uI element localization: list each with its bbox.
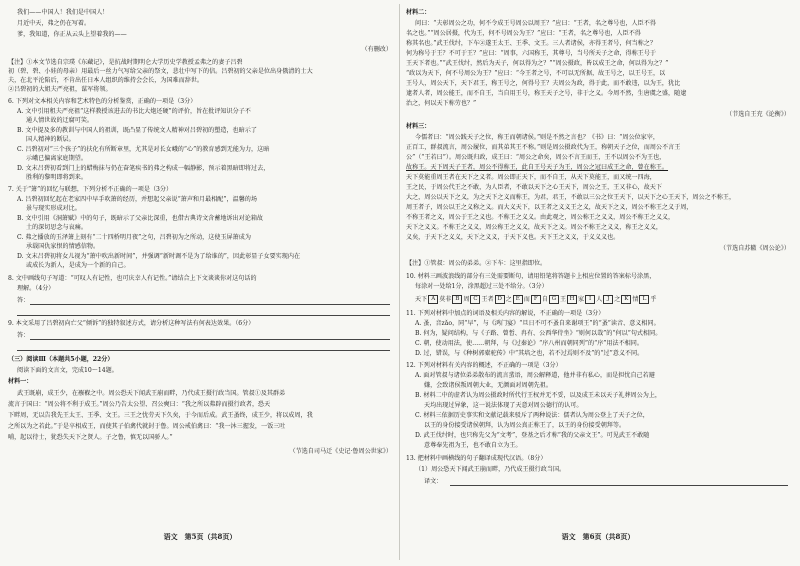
material-3-line: 不称王者之义，周公于王之义也。不称王之义义。由此观之，周公称王之义义，周公不称王之义义， bbox=[406, 214, 675, 221]
q7-option-b-cont: 土的深切思念与哀痛。 bbox=[26, 224, 87, 231]
material-3-line: 今儒者曰：“周公践天子之位，称王而朝诸侯。”则是不然之言也？《书》曰：“周公位家宰， bbox=[415, 134, 659, 141]
q10-stem-cont: 每涂对一处给1分，涂黑超过三处不给分。（3分） bbox=[415, 283, 548, 290]
q7-option-a-cont: 景与现实形成对比。 bbox=[26, 205, 81, 212]
page-6 bbox=[406, 6, 790, 562]
q10-choice-box[interactable]: B bbox=[452, 295, 462, 304]
material-2-line: 问曰：“夫彰周公之功，何不令成王号周公以周王？”应曰：“王者，名之尊号也，人臣不得 bbox=[415, 20, 656, 27]
annotations: 【注】①管叔：周公的弟弟。②下车：这里指即位。 bbox=[406, 260, 547, 267]
q10-choice-box[interactable]: E bbox=[513, 295, 523, 304]
q11-option-c: C. 朝，使动用法，使……朝拜，与《过秦论》“序八州而朝同列”的“序”用法不相同。 bbox=[415, 340, 643, 347]
material-1-line: 流言于国曰：“周公将不利于成王。”周公乃告太公望、召公奭曰：“我之所以弗辟而摄行政者，恐天 bbox=[8, 401, 271, 408]
q10-choice-box[interactable]: C bbox=[470, 295, 480, 304]
q10-text: 人 bbox=[596, 296, 603, 303]
poem-line: 爹，我知道，你正从云头上望着我的—— bbox=[17, 31, 127, 38]
q13-answer-label: 译文： bbox=[424, 478, 443, 485]
q13-item-1: （1）周公恐天下闻武王崩而畔，乃代成王摄行政当国。 bbox=[415, 466, 566, 473]
page-footer: 语文 第5页（共8页） bbox=[163, 532, 237, 541]
q10-stem: 10. 材料三画波浪线的部分有三处需要断句，请用铅笔将答题卡上相应位置的答案标号涂黑， bbox=[406, 273, 656, 280]
q12-option-b-cont: 天均出现过异象，这一说法体现了天意对周公德行的认可。 bbox=[424, 402, 583, 409]
q6-stem: 6. 下列对文本相关内容和艺术特色的分析鉴赏，正确的一项是（3分） bbox=[8, 98, 197, 105]
q8-answer-line[interactable] bbox=[30, 304, 390, 305]
q10-choice-box[interactable]: D bbox=[495, 295, 505, 304]
material-2-title: 材料二： bbox=[406, 9, 431, 16]
material-3-source: （节选自苏辙《周公论》） bbox=[719, 245, 790, 252]
q9-stem: 9. 本文采用了吕碧初向亡父“倾诉”的独特叙述方式，请分析这种写法有何表达效果。（6分） bbox=[8, 320, 255, 327]
q10-choice-box[interactable]: L bbox=[639, 295, 649, 304]
q10-text: 而 bbox=[523, 296, 530, 303]
q10-text: 莫非 bbox=[439, 296, 452, 303]
material-3-line: 义矣，于天下之义义，天下之义义，于天下义也。天下王之义义，于义义义也。 bbox=[406, 234, 620, 241]
q12-option-c: C. 材料三依据历史事实和文献记载来驳斥了两种说法：儒者认为周公登上了天子之位， bbox=[415, 412, 649, 419]
material-2-line: 治之，何以天下称劳也？” bbox=[406, 100, 477, 107]
q7-option-d: D. 文末吕碧初将女儿视为“箫中吹出新时间”，并强调“新时调不是为了给谁的”，因此彰显子女要实现内在 bbox=[17, 253, 301, 260]
q12-option-d-cont: 意尊奉先祖为王，也不敢自立为王。 bbox=[424, 442, 522, 449]
section-3-title: （三）阅读Ⅲ（本题共5小题，22分） bbox=[8, 356, 114, 363]
q12-option-a: A. 面对管叔与诸位弟弟散布的流言蜚语，周公解释道，他并非有私心，而是担忧自己若避 bbox=[415, 372, 655, 379]
material-3-line: 正百工，群叔流言，周公履位，而其弟其王不称。”则是周公摄政代为王，称朝天子之位，而周公不言王 bbox=[406, 144, 681, 151]
material-2-line: 逮者人者，周公能王，而不自王，当自用王号，称王天子之号，非于之义。今周不然，生唐虞之盛，随逮 bbox=[406, 90, 687, 97]
q10-text: 家 bbox=[578, 296, 585, 303]
material-2-line: 称其名也。”武王伐纣，下车②遂王太王、王季、文王。三人者诸侯，亦得王者号，何当称之？ bbox=[406, 40, 656, 47]
footnote-line: 【注】①本文节选自宗璞《东藏记》，是抗战时期明仑大学历史学教授孟弗之的妻子吕碧 bbox=[8, 59, 243, 66]
q11-option-d: D. 过，错误，与《种树郭橐驼传》中“其培之也，若不过焉则不及”的“过”意义不同。 bbox=[415, 350, 644, 357]
q6-option-b-cont: 国人精神的断层。 bbox=[26, 136, 75, 143]
q10-text: 周 bbox=[463, 296, 470, 303]
material-2-line: 王天下者也。”“武王伐纣，然后为天子，何以得为之？”“周公摄政，皆以成王之命，何以得为之？” bbox=[406, 60, 669, 67]
q8-answer-label: 答： bbox=[17, 297, 30, 304]
material-3-line: 天下莫能重周王者在天下之义者。周公即正天下，而不自王，从天下莫能王，而又统一四海， bbox=[406, 174, 656, 181]
q10-choice-box[interactable]: G bbox=[549, 295, 559, 304]
q12-option-b: B. 材料二中的虚者认为周公摄政时所代行王权并无不妥，以及成王未以天子礼葬周公为上， bbox=[415, 392, 662, 399]
material-1-line: 下畔周，无以告我先王太王、王季、文王。三王之忧劳天下久矣，于今而后成。武王蚤终，成王少，将以成周，我 bbox=[8, 412, 313, 419]
q7-option-c-cont: 承载国仇家恨的情感信物。 bbox=[26, 243, 100, 250]
q12-option-a-cont: 嫌，会致诸侯叛周朝大业，无颜面对周朝先祖。 bbox=[424, 382, 552, 389]
page-5 bbox=[8, 6, 392, 562]
poem-line: 月近中天，弗之仍在写着。 bbox=[17, 20, 91, 27]
q10-choice-box[interactable]: F bbox=[531, 295, 541, 304]
q10-sentence bbox=[406, 294, 790, 305]
q10-text: 之 bbox=[505, 296, 512, 303]
material-1-title: 材料一： bbox=[8, 378, 33, 385]
q12-option-c-cont: 以王的身份接受诸侯朝拜，认为周公真正称王了，以王的身份接受朝拜等。 bbox=[424, 422, 626, 429]
material-3-line: 王之民，于周公代王之不敢，为人臣者，不敢以天下之心王天下，周公之王，王又非心，故天下 bbox=[406, 184, 662, 191]
material-3-line: 公”（“王若曰”）。周公既归政，成王曰：“周公之命矣，周公不言王而王，王不以周公不为王也， bbox=[406, 154, 666, 161]
q7-option-a: A. 吕碧初回忆起在老家四中早手吹箫的经历，并想起父亲说“箫声和月最相配”，温馨的场 bbox=[17, 196, 257, 203]
q7-option-c: C. 弗之播放的玉泽箫上刻有“二十四桥明月夜”之句，吕碧初为之所动，这使玉屏箫成为 bbox=[17, 234, 251, 241]
material-1-line: 之所以为之若此。”于是卒相成王，而使其子伯禽代就封于鲁。周公戒伯禽曰：“我一沐三握发，一饭三吐 bbox=[8, 423, 286, 430]
poem-line: 我们——中国人！我们是中国人！ bbox=[17, 9, 109, 16]
q7-option-d-cont: 或成长为新人，是成为一个新的自己。 bbox=[26, 262, 130, 269]
q6-option-a-cont: 通人情世故的迂腐可笑。 bbox=[26, 117, 94, 124]
q10-choice-box[interactable]: J bbox=[603, 295, 613, 304]
q13-answer-line[interactable] bbox=[450, 485, 788, 486]
q12-stem: 12. 下列对材料有关内容的概述，不正确的一项是（3分） bbox=[406, 362, 562, 369]
q6-option-d: D. 文末吕碧初看到门上的蜡梅抹与仍在奋笔疾书的弗之构成一幅静影，预示着黑暗即将过去， bbox=[17, 165, 270, 172]
material-3-line: 大之，周公以天下之义，为之天下之义而称王，为君，君王，不敢以三公之位王天下，以天下之心王天下，周公之不称王， bbox=[406, 194, 736, 201]
material-3-line: 天下之义义。不称王之义义，周公称王之义义，故天下之义。周公不称王之义义，称王之义义， bbox=[406, 224, 662, 231]
q10-text: 之 bbox=[614, 296, 621, 303]
material-1-line: 武王既崩，成王少，在襁褓之中。周公恐天下闻武王崩而畔，乃代成王摄行政当国。管叔①及其群弟 bbox=[17, 390, 286, 397]
q6-option-b: B. 文中提及多的教训与中国人的祖训，既凸显了传统文人精神对吕碧初的塑造，也暗示了 bbox=[17, 127, 257, 134]
q8-stem-cont: 理解。（4分） bbox=[17, 285, 55, 292]
q13-stem: 13. 把材料中画横线的句子翻译成现代汉语。（8分） bbox=[406, 455, 547, 462]
q10-text: 情 bbox=[632, 296, 639, 303]
q11-option-a: A. 蚤，音zǎo，同“早”，与《鸿门宴》“旦日不可不蚤自来谢项王”的“蚤”读音、意义相同。 bbox=[415, 320, 660, 327]
q6-option-c: C. 吕碧初对“三个孩子”的扶化有所断章里，尤其是对长女峨的“心”的教育感到无能为力，这暗 bbox=[17, 146, 270, 153]
q10-choice-box[interactable]: I bbox=[585, 295, 595, 304]
q10-text: 乎 bbox=[650, 296, 657, 303]
q7-stem: 7. 关于“箫”的回忆与联想，下列分析不正确的一项是（3分） bbox=[8, 186, 173, 193]
material-2-source: （节选自王充《论衡》） bbox=[726, 111, 790, 118]
footnote-line: ②吕碧初的大姐夫严亮祖，谋军将领。 bbox=[8, 86, 112, 93]
q12-option-d: D. 武王伐纣时，也只称先父为“文考”，登基之后才称“我的父亲文王”。可见武王不敢随 bbox=[415, 432, 650, 439]
q11-option-b: B. 何为，疑问结构，与《子路、曾皙、冉有、公西华侍坐》“则何以哉”的“何以”句式相同。 bbox=[415, 330, 662, 337]
q10-text: 自 bbox=[541, 296, 548, 303]
material-3-line: 周王者子，周公以王之义称之义。而大义天下，以王者之义义王之义，故天下之义，周公不称王之义于周， bbox=[406, 204, 693, 211]
q6-option-c-cont: 示峨已偏离家庭期望。 bbox=[26, 155, 87, 162]
material-2-line: 名之也。”“周公居摄，代为王，何不号周公为王？”应曰：“王者，名之尊号也，人臣不得 bbox=[406, 30, 641, 37]
q6-option-d-cont: 胜利的黎明即将到来。 bbox=[26, 174, 87, 181]
q6-option-a: A. 文中引用租夫严亮祖“这样教授该进去的书比大炮还硬”的评价，旨在批评知识分子不 bbox=[17, 108, 251, 115]
q10-choice-box[interactable]: H bbox=[567, 295, 577, 304]
material-3-underlined-line: 故称王。天下周天子王者，周公不得称王，此自王号天子为王，周公之冠曰成王之命，曾在称王。 bbox=[406, 164, 669, 171]
section-3-instruction: 阅读下面的文言文，完成10～14题。 bbox=[17, 367, 118, 374]
q8-answer-line[interactable] bbox=[17, 315, 390, 316]
material-2-line: “政以为天下，何不号周公为王？”应曰：“今王者之号，不可以无所据，故王号之，以王号王，以 bbox=[406, 70, 666, 77]
material-2-line: 王号人，周公天下，天下君王，称王号之，何得号王？夫周公为政，得于此，而不敢违，以为王，犹比 bbox=[406, 80, 681, 87]
source-note: （有删改） bbox=[361, 46, 392, 53]
q7-option-b: B. 文中引用《洞箫赋》中的句子，既暗示了父亲比深重，也借古典诗文含蓄地诉出对论箱故 bbox=[17, 215, 264, 222]
material-1-line: 哺，起以待士，犹恐失天下之贤人。子之鲁，慎无以国骄人。” bbox=[8, 434, 173, 441]
q10-text: 王者 bbox=[481, 296, 494, 303]
material-3-title: 材料三： bbox=[406, 123, 431, 130]
material-1-source: （节选自司马迁《史记·鲁周公世家》） bbox=[289, 448, 392, 455]
q9-answer-line[interactable] bbox=[30, 339, 390, 340]
footnote-line: 初（碧、碧、小娃的母亲）用最后一丝力气写给父亲的祭文，悲壮中写下的信。吕碧初的父亲是位出身俄清的士大 bbox=[8, 68, 313, 75]
page-footer: 语文 第6页（共8页） bbox=[561, 532, 635, 541]
q10-text: 天下 bbox=[415, 296, 428, 303]
footnote-line: 夫，在北平沦陷后，不肯出任日本人组织的维持会会长，为国难而辞世。 bbox=[8, 77, 203, 84]
q10-choice-box[interactable]: A bbox=[428, 295, 438, 304]
q8-stem: 8. 文中画线句子写道：“可叹人有记性，也可庆幸人有记性。”请结合上下文谈谈你对这句话的 bbox=[8, 275, 257, 282]
q10-text: 王 bbox=[559, 296, 567, 303]
q9-answer-line[interactable] bbox=[17, 350, 390, 351]
q9-answer-label: 答： bbox=[17, 332, 30, 339]
page-fold-divider bbox=[399, 4, 400, 560]
material-2-line: 何为称号于王？不可于王？”应曰：“周事，六国称王，其尊号，当号所天子之命，得称王号于 bbox=[406, 50, 656, 57]
q11-stem: 11. 下列对材料中加点的词语及相关内容的解说，不正确的一项是（3分） bbox=[406, 310, 605, 317]
q10-choice-box[interactable]: K bbox=[621, 295, 631, 304]
